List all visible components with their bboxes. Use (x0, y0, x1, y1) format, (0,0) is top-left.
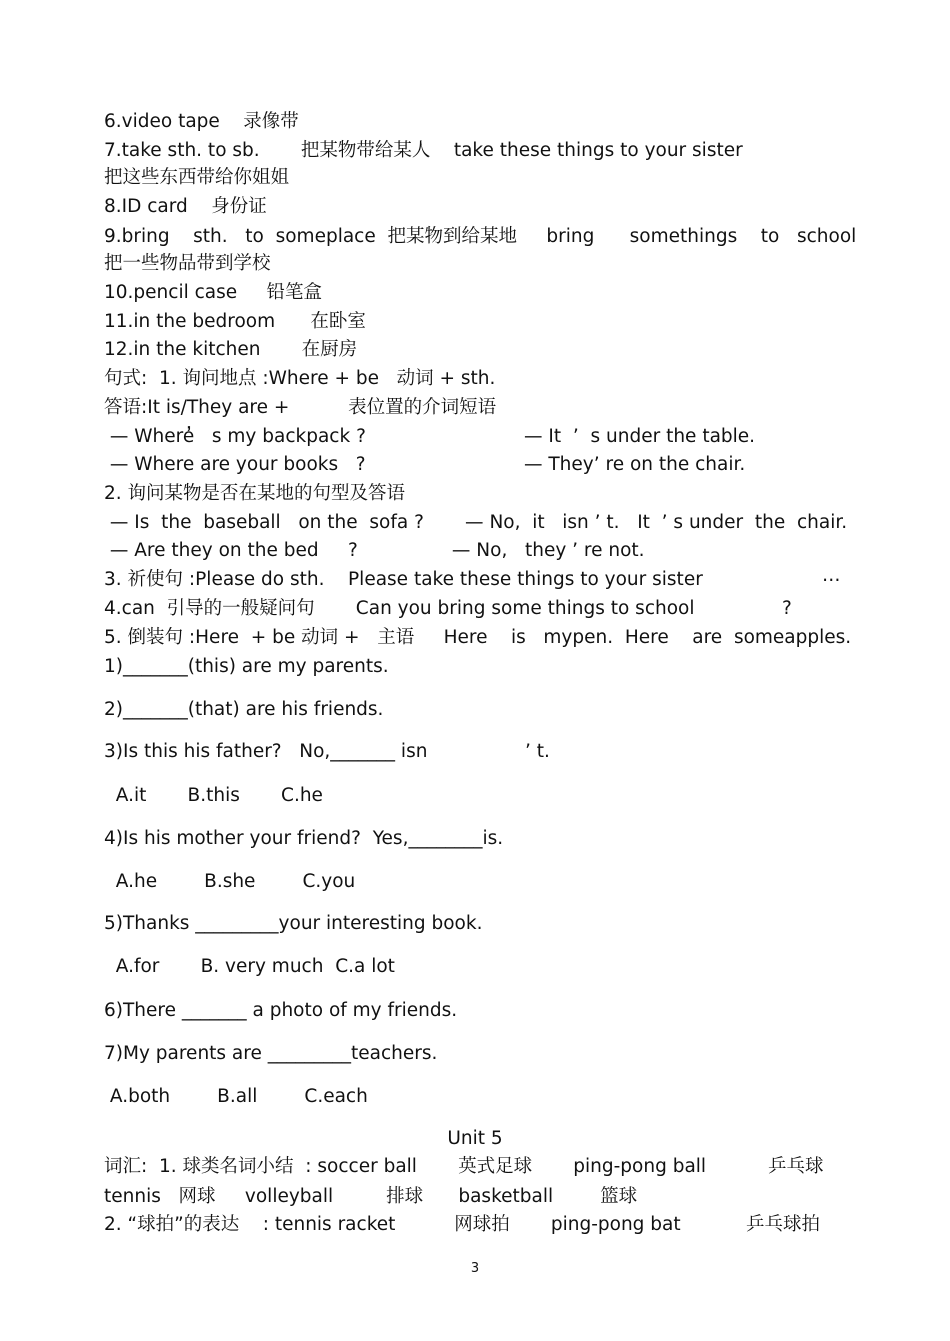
vocab-line-8: 8.ID card 身份证 (104, 196, 267, 217)
question-mark: ? (782, 598, 792, 619)
dialog-question-2: — Where are your books ? (104, 454, 366, 475)
unit5-vocab-3: 2. “球拍”的表达 : tennis racket 网球拍 ping-pong bat (104, 1214, 681, 1235)
vocab-line-6: 6.video tape 录像带 (104, 111, 299, 132)
exercise-3-options: A.it B.this C.he (104, 785, 323, 806)
dialog-answer-1: — It ’ s under the table. (524, 426, 756, 447)
vocab-line-10: 10.pencil case 铅笔盒 (104, 282, 323, 303)
vocab-line-9-translation: 把一些物品带到学校 (104, 253, 271, 274)
unit5-vocab-3-tail: 乒乓球拍 (746, 1214, 821, 1235)
vocab-line-11: 11.in the bedroom 在卧室 (104, 311, 366, 332)
exercise-5: 5)Thanks _________your interesting book. (104, 913, 483, 934)
unit5-vocab-2: tennis 网球 volleyball 排球 basketball 篮球 (104, 1186, 638, 1207)
vocab-line-9: 9.bring sth. to someplace 把某物到给某地 bring somethings to school (104, 226, 857, 247)
yes-no-question-line: 4.can 引导的一般疑问句 Can you bring some things to school (104, 598, 695, 619)
exercise-3: 3)Is this his father? No,_______ isn (104, 741, 428, 762)
exercise-7: 7)My parents are _________teachers. (104, 1043, 438, 1064)
dialog-line-3: — Is the baseball on the sofa ? — No, it isn ’ t. It ’ s under the chair. (104, 512, 848, 533)
inversion-line: 5. 倒装句 :Here + be 动词 + 主语 Here is mypen. Here are someapples. (104, 627, 852, 648)
exercise-3-tail: ’ t. (525, 741, 550, 762)
dialog-question-1: — Where̓ s my backpack ? (104, 426, 366, 447)
unit5-vocab-1: 词汇: 1. 球类名词小结 : soccer ball 英式足球 ping-pong ball (104, 1156, 707, 1177)
dialog-line-4: — Are they on the bed ? — No, they ’ re not. (104, 540, 645, 561)
unit5-vocab-1-tail: 乒乓球 (768, 1156, 824, 1177)
ellipsis-mark: … (822, 565, 841, 586)
answer-pattern: 答语:It is/They are + 表位置的介词短语 (104, 397, 497, 418)
vocab-line-7-translation: 把这些东西带给你姐姐 (104, 167, 290, 188)
exercise-5-options: A.for B. very much C.a lot (104, 956, 395, 977)
dialog-answer-2: — They’ re on the chair. (524, 454, 746, 475)
exercise-7-options: A.both B.all C.each (104, 1086, 368, 1107)
pattern-2-heading: 2. 询问某物是否在某地的句型及答语 (104, 483, 406, 504)
vocab-line-12: 12.in the kitchen 在厨房 (104, 339, 358, 360)
imperative-line: 3. 祈使句 :Please do sth. Please take these things to your sister (104, 569, 703, 590)
exercise-4-options: A.he B.she C.you (104, 871, 356, 892)
exercise-6: 6)There _______ a photo of my friends. (104, 1000, 458, 1021)
page-number: 3 (470, 1261, 480, 1276)
exercise-4: 4)Is his mother your friend? Yes,________is. (104, 828, 504, 849)
unit-heading: Unit 5 (447, 1128, 503, 1149)
sentence-pattern-heading: 句式: 1. 询问地点 :Where + be 动词 + sth. (104, 368, 496, 389)
exercise-1: 1)_______(this) are my parents. (104, 656, 389, 677)
exercise-2: 2)_______(that) are his friends. (104, 699, 384, 720)
vocab-line-7: 7.take sth. to sb. 把某物带给某人 take these things to your sister (104, 140, 743, 161)
